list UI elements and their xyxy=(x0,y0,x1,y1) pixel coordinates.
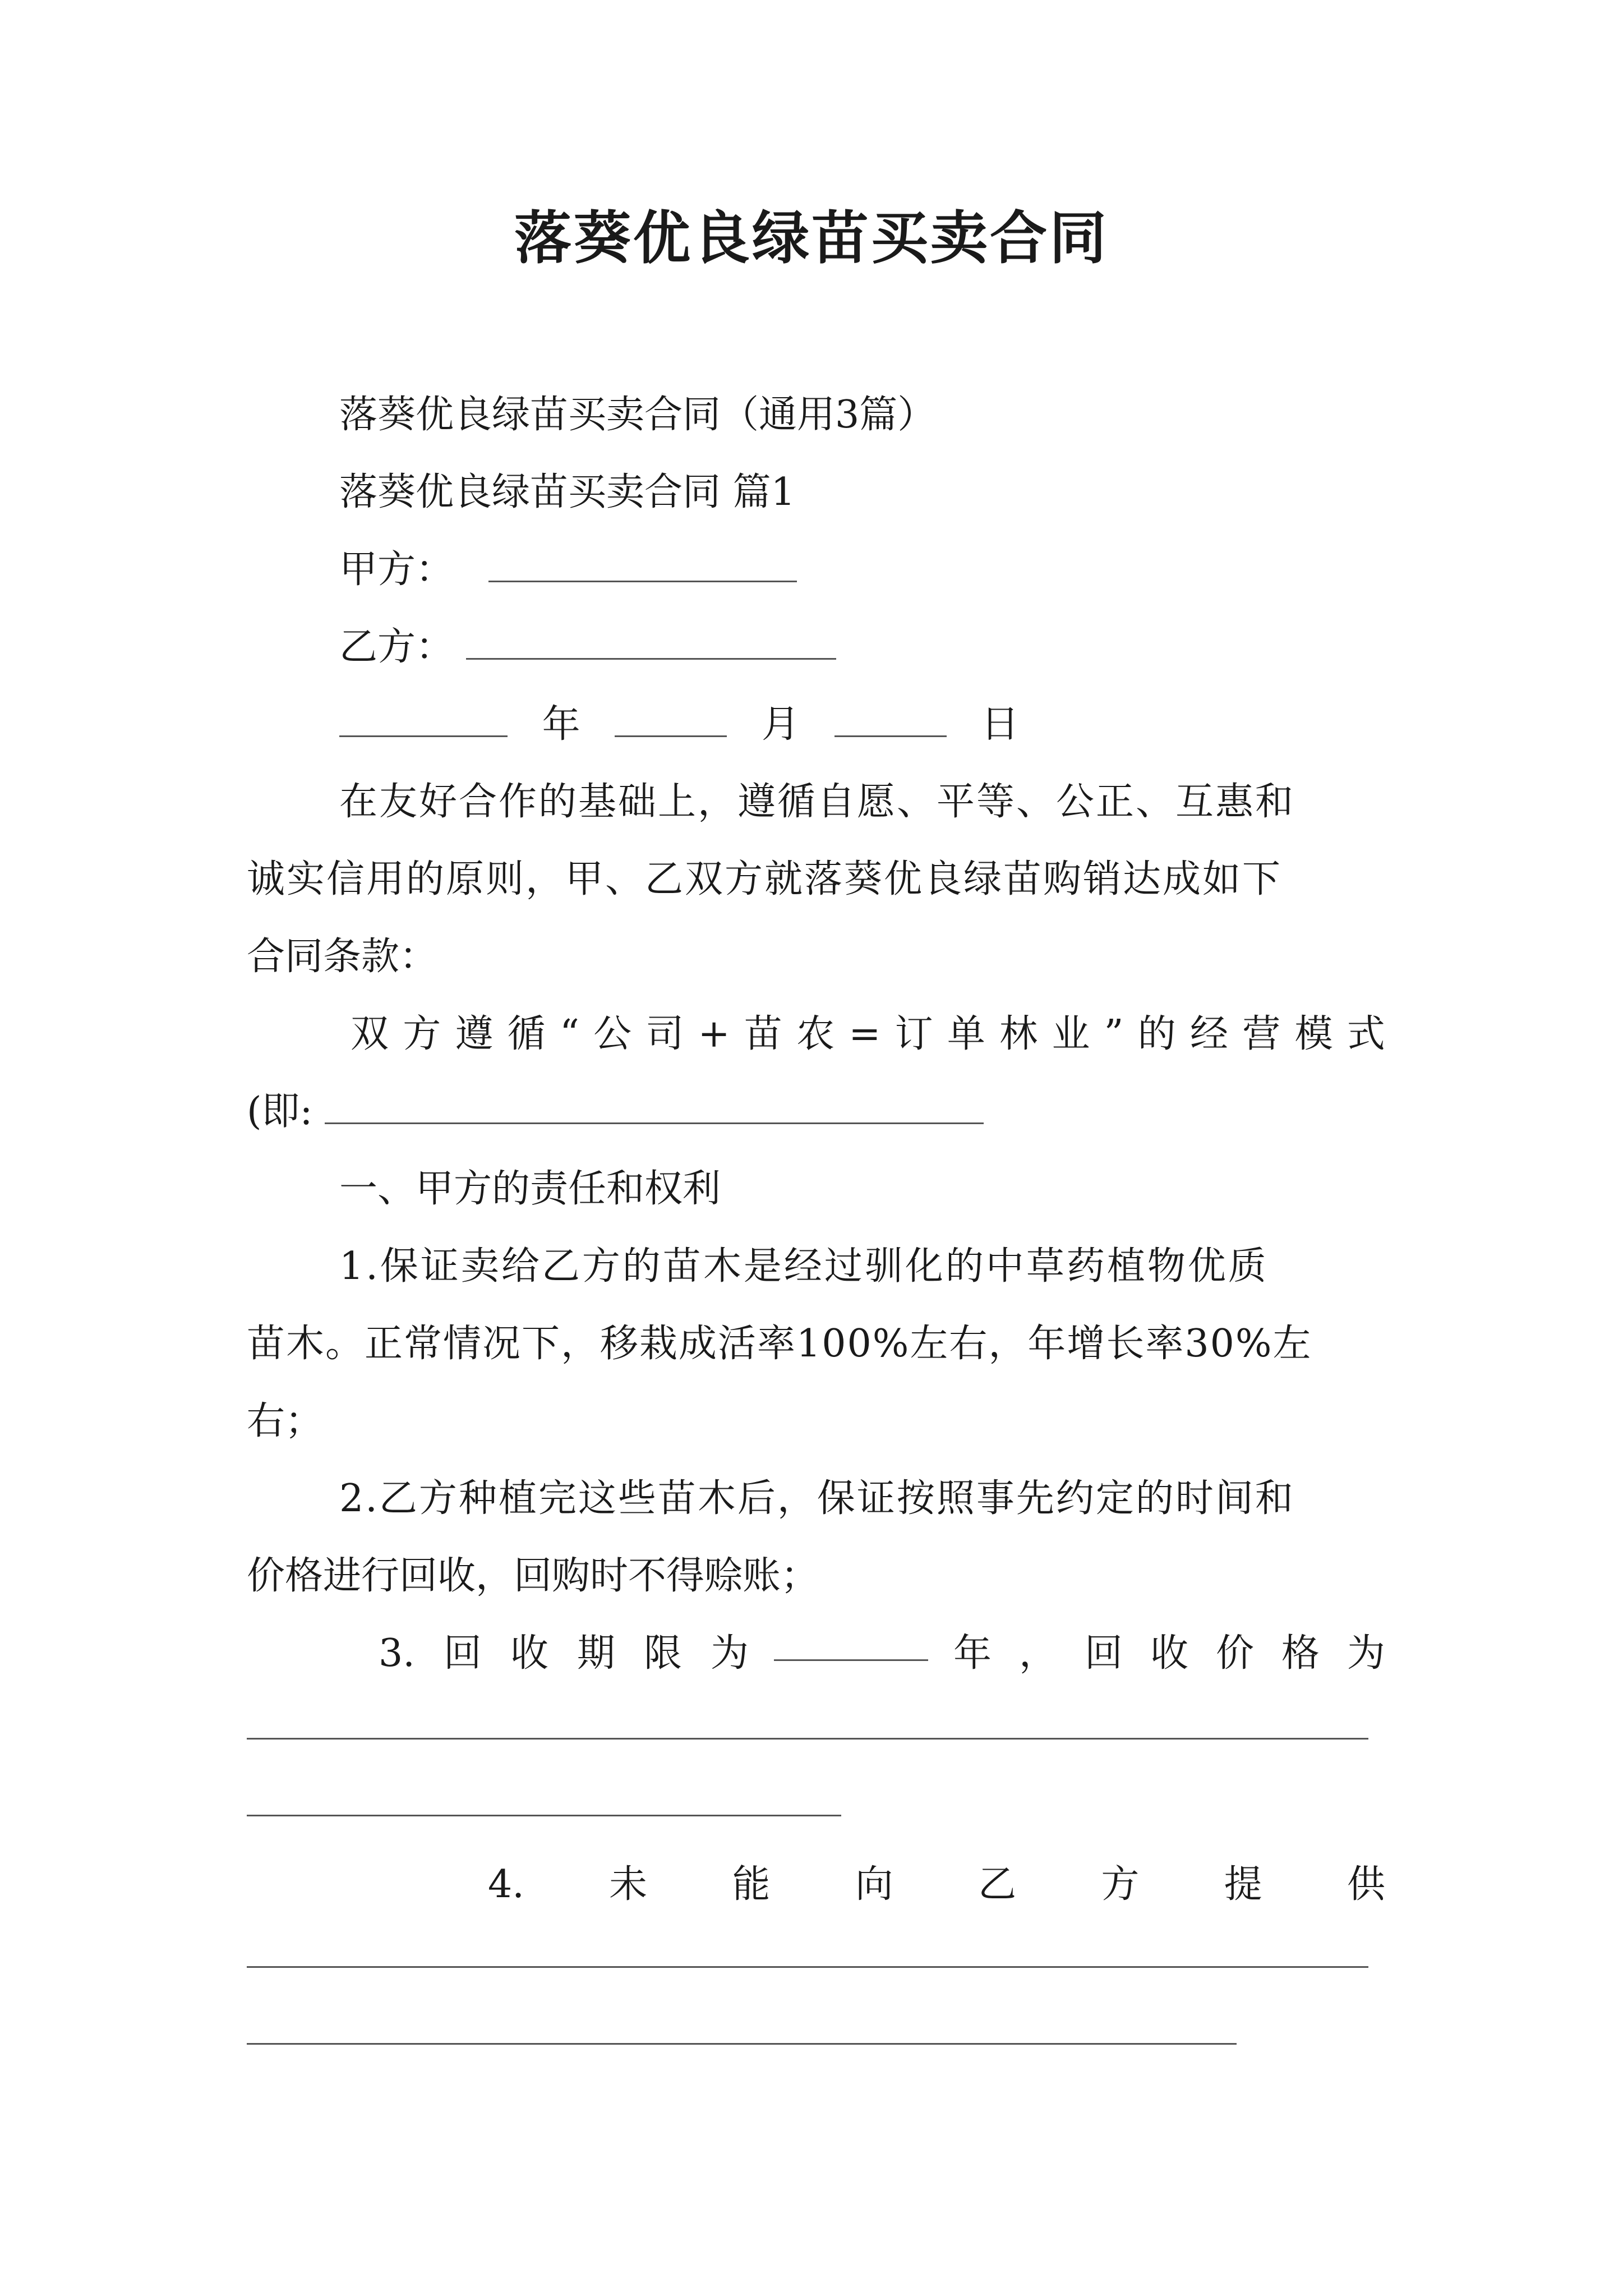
item3-a-char: 收 xyxy=(510,1631,548,1676)
item3-price-blank-2[interactable] xyxy=(247,1815,841,1816)
mode-line-1-char: 式 xyxy=(1347,1012,1385,1056)
item3-b-char: 价 xyxy=(1215,1631,1254,1676)
item1-line-2: 苗木。正常情况下，移栽成活率100%左右，年增长率30%左 xyxy=(247,1322,1312,1366)
item3-a-char: 3. xyxy=(379,1631,415,1676)
item2-line-2: 价格进行回收，回购时不得赊账； xyxy=(247,1554,819,1598)
item4-char: 未 xyxy=(609,1862,648,1907)
party-b-label: 乙方： xyxy=(339,625,454,669)
party-a-blank[interactable] xyxy=(488,547,797,582)
item3-b-char: 为 xyxy=(1347,1631,1385,1676)
date-line xyxy=(339,697,1019,753)
item4-char: 能 xyxy=(732,1862,771,1907)
item4-char: 向 xyxy=(855,1862,893,1907)
year-label: 年 xyxy=(542,702,580,747)
mode-line-1-char: 林 xyxy=(999,1012,1038,1056)
section-heading: 落葵优良绿苗买卖合同 篇1 xyxy=(339,470,795,514)
section-one-heading: 一、甲方的责任和权利 xyxy=(339,1167,721,1211)
document-title: 落葵优良绿苗买卖合同 xyxy=(514,205,1109,272)
mode-line-1-char: 单 xyxy=(947,1012,985,1056)
mode-line-2 xyxy=(247,1084,984,1140)
mode-blank[interactable] xyxy=(325,1089,984,1124)
item3-line-part-a xyxy=(379,1626,749,1682)
mode-line-1-char: ” xyxy=(1104,1012,1124,1056)
mode-line-1-char: 司 xyxy=(645,1012,684,1056)
mode-line-1-char: 农 xyxy=(796,1012,835,1056)
item1-line-3: 右； xyxy=(247,1399,324,1443)
mode-line-1-char: 订 xyxy=(895,1012,933,1056)
year-blank[interactable] xyxy=(339,702,508,737)
party-b-line xyxy=(339,619,836,675)
intro-line-3: 合同条款： xyxy=(247,935,438,979)
mode-line-1 xyxy=(351,1006,1385,1062)
mode-line-1-char: 苗 xyxy=(744,1012,782,1056)
party-a-label: 甲方： xyxy=(339,547,454,592)
item1-line-1: 1.保证卖给乙方的苗木是经过驯化的中草药植物优质 xyxy=(339,1244,1269,1289)
mode-line-1-char: 循 xyxy=(507,1012,546,1056)
item3-price-blank-1[interactable] xyxy=(247,1738,1368,1740)
item3-b-char: 年 xyxy=(953,1631,992,1676)
mode-line-1-char: 的 xyxy=(1137,1012,1176,1056)
month-blank[interactable] xyxy=(615,702,727,737)
item3-b-char: 格 xyxy=(1281,1631,1320,1676)
mode-line-1-char: 业 xyxy=(1052,1012,1090,1056)
item3-a-char: 回 xyxy=(443,1631,482,1676)
item3-b-char: 收 xyxy=(1150,1631,1188,1676)
mode-line-1-char: 公 xyxy=(593,1012,632,1056)
mode-line-1-char: 经 xyxy=(1189,1012,1228,1056)
mode-line-1-char: + xyxy=(698,1012,730,1056)
item4-char: 乙 xyxy=(978,1862,1017,1907)
item3-a-char: 为 xyxy=(710,1631,749,1676)
document-subtitle: 落葵优良绿苗买卖合同（通用3篇） xyxy=(339,393,936,437)
item3-a-char: 期 xyxy=(577,1631,615,1676)
item2-line-1: 2.乙方种植完这些苗木后，保证按照事先约定的时间和 xyxy=(339,1476,1295,1521)
item3-period-blank[interactable] xyxy=(774,1659,928,1661)
mode-line-2-label: (即: xyxy=(247,1089,313,1134)
intro-line-2: 诚实信用的原则，甲、乙双方就落葵优良绿苗购销达成如下 xyxy=(247,857,1283,901)
item4-char: 4. xyxy=(488,1862,524,1907)
item3-a-char: 限 xyxy=(643,1631,682,1676)
item4-line xyxy=(488,1857,1385,1913)
item3-b-char: ， xyxy=(1018,1631,1057,1676)
day-label: 日 xyxy=(981,702,1020,747)
mode-line-1-char: 双 xyxy=(351,1012,389,1056)
mode-line-1-char: 方 xyxy=(403,1012,441,1056)
item4-char: 提 xyxy=(1224,1862,1262,1907)
mode-line-1-char: “ xyxy=(560,1012,579,1056)
day-blank[interactable] xyxy=(834,702,947,737)
item4-char: 供 xyxy=(1347,1862,1385,1907)
item3-b-char: 回 xyxy=(1084,1631,1123,1676)
mode-line-1-char: 遵 xyxy=(455,1012,494,1056)
party-b-blank[interactable] xyxy=(466,624,836,660)
intro-line-1: 在友好合作的基础上，遵循自愿、平等、公正、互惠和 xyxy=(339,780,1295,824)
party-a-line xyxy=(339,542,797,598)
item4-blank-2[interactable] xyxy=(247,2043,1237,2045)
item4-char: 方 xyxy=(1101,1862,1140,1907)
mode-line-1-char: 营 xyxy=(1242,1012,1281,1056)
item4-blank-1[interactable] xyxy=(247,1966,1368,1968)
month-label: 月 xyxy=(761,702,800,747)
item3-line-part-b xyxy=(953,1626,1385,1682)
mode-line-1-char: 模 xyxy=(1294,1012,1333,1056)
mode-line-1-char: = xyxy=(849,1012,881,1056)
